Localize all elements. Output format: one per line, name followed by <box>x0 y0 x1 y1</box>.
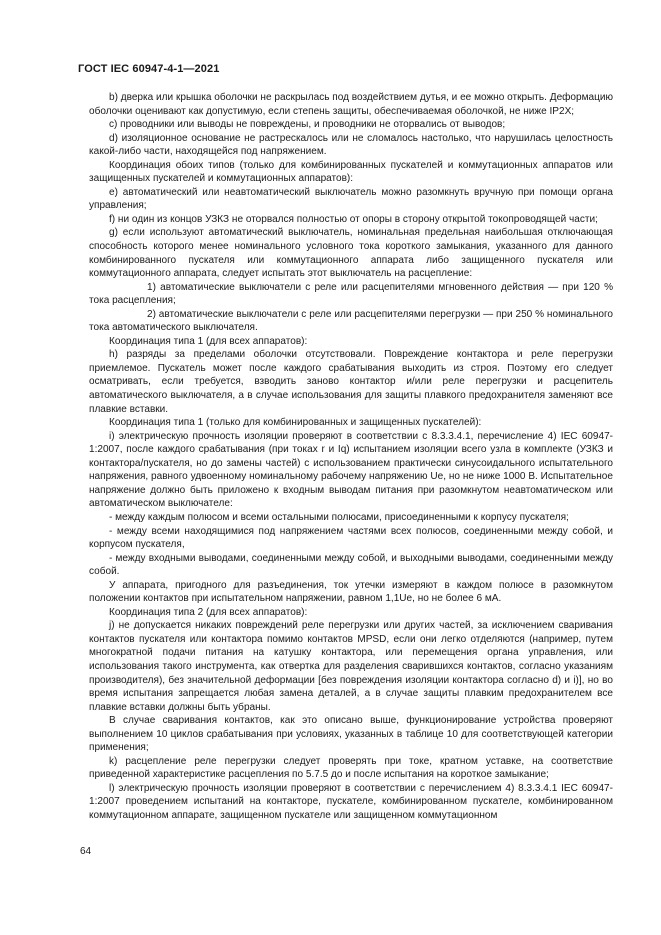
paragraph: - между всеми находящимися под напряжением частями всех полюсов, соединенными между собой, и корпусом пускателя, <box>89 525 613 551</box>
paragraph: Координация обоих типов (только для комбинированных пускателей и коммутационных аппаратов или защищенных пускателей и коммутационных аппаратов): <box>89 159 613 185</box>
paragraph: l) электрическую прочность изоляции проверяют в соответствии с перечислением 4) 8.3.3.4.1 IEC 60947-1:2007 проведением испытаний на контакторе, пускателе, комбинированном пускателе, комбинированном коммутационном аппарате, защищенном пускателе или защищенном коммутационном <box>89 782 613 821</box>
paragraph: Координация типа 2 (для всех аппаратов): <box>109 606 308 618</box>
paragraph: c) проводники или выводы не повреждены, и проводники не оторвались от выводов; <box>109 119 506 131</box>
paragraph: Координация типа 1 (для всех аппаратов): <box>109 335 308 347</box>
paragraph: h) разряды за пределами оболочки отсутствовали. Повреждение контактора и реле перегрузки приемлемое. Пускатель может после каждого срабатывания выходить из строя. Поэтому его следует осматривать, если требуется, взводить заново контактор и/или реле перегрузки и расцепитель автоматического выключателя, а в случае использования для защиты плавкого предохранителя заменяют все плавкие вставки. <box>89 349 613 415</box>
document-body <box>89 91 613 823</box>
paragraph: b) дверка или крышка оболочки не раскрылась под воздействием дутья, и ее можно открыть. Деформацию оболочки оценивают как допустимую, если степень защиты, обеспечиваемая оболочкой, не ниже IP2X; <box>89 92 613 117</box>
sub-paragraph: 1) автоматические выключатели с реле или расцепителями мгновенного действия — при 120 % тока расцепления; <box>89 281 613 307</box>
paragraph: В случае сваривания контактов, как это описано выше, функционирование устройства проверяют выполнением 10 циклов срабатывания при условиях, указанных в таблице 10 для соответствующей категории применения; <box>89 715 613 754</box>
page-number: 64 <box>80 846 92 857</box>
paragraph: d) изоляционное основание не растрескалось или не сломалось настолько, что нарушилась целостность какой-либо части, находящейся под напряжением. <box>89 132 613 158</box>
paragraph: i) электрическую прочность изоляции проверяют в соответствии с 8.3.3.4.1, перечисление 4) IEC 60947-1:2007, после каждого срабатывания (при токах r и Iq) испытанием изоляции всего узла в комплекте (УЗКЗ и контактора/пускателя, но до замены частей) с использованием практически синусоидального испытательного напряжения, равного удвоенному номинальному рабочему напряжению Ue, но не ниже 1000 В. Испытательное напряжение должно быть приложено к входным выводам питания при разомкнутом неавтоматическом или автоматическом выключателе: <box>89 430 613 510</box>
paragraph: e) автоматический или неавтоматический выключатель можно разомкнуть вручную при помощи органа управления; <box>89 186 613 212</box>
paragraph: k) расцепление реле перегрузки следует проверять при токе, кратном уставке, на соответствие приведенной характеристике расцепления по 5.7.5 до и после испытания на короткое замыкание; <box>89 755 613 781</box>
document-header: ГОСТ IEC 60947-4-1—2021 <box>78 63 220 75</box>
paragraph: - между входными выводами, соединенными между собой, и выходными выводами, соединенными между собой. <box>89 552 613 578</box>
sub-paragraph: 2) автоматические выключатели с реле или расцепителями перегрузки — при 250 % номинального тока автоматического выключателя. <box>89 308 613 334</box>
paragraph: f) ни один из концов УЗКЗ не оторвался полностью от опоры в сторону открытой токопроводящей части; <box>109 213 598 225</box>
paragraph: - между каждым полюсом и всеми остальными полюсами, присоединенными к корпусу пускателя; <box>109 511 569 523</box>
paragraph: g) если используют автоматический выключатель, номинальная предельная наибольшая отключающая способность которого менее номинального условного тока короткого замыкания, указанного для данного комбинированного пускателя или коммутационного аппарата либо защищенного пускателя или коммутационного аппарата, следует испытать этот выключатель на расцепление: <box>89 227 613 280</box>
paragraph: Координация типа 1 (только для комбинированных и защищенных пускателей): <box>109 417 482 429</box>
paragraph: j) не допускается никаких повреждений реле перегрузки или других частей, за исключением сваривания контактов пускателя или контактора помимо контактов MPSD, если они легко отделяются (например, путем многократной подачи питания на катушку контактора, или перемещения органа управления, или использования такого инструмента, как отвертка для разделения сварившихся контактов, согласно указаниям производителя), без значительной деформации [без повреждения изоляции контактора согласно d) и i)], но во время испытания запрещается любая замена деталей, а в случае защиты плавким предохранителем все плавкие вставки должны быть убраны. <box>89 620 613 713</box>
paragraph: У аппарата, пригодного для разъединения, ток утечки измеряют в каждом полюсе в разомкнутом положении контактов при испытательном напряжении, равном 1,1Ue, но не более 6 мА. <box>89 579 613 605</box>
